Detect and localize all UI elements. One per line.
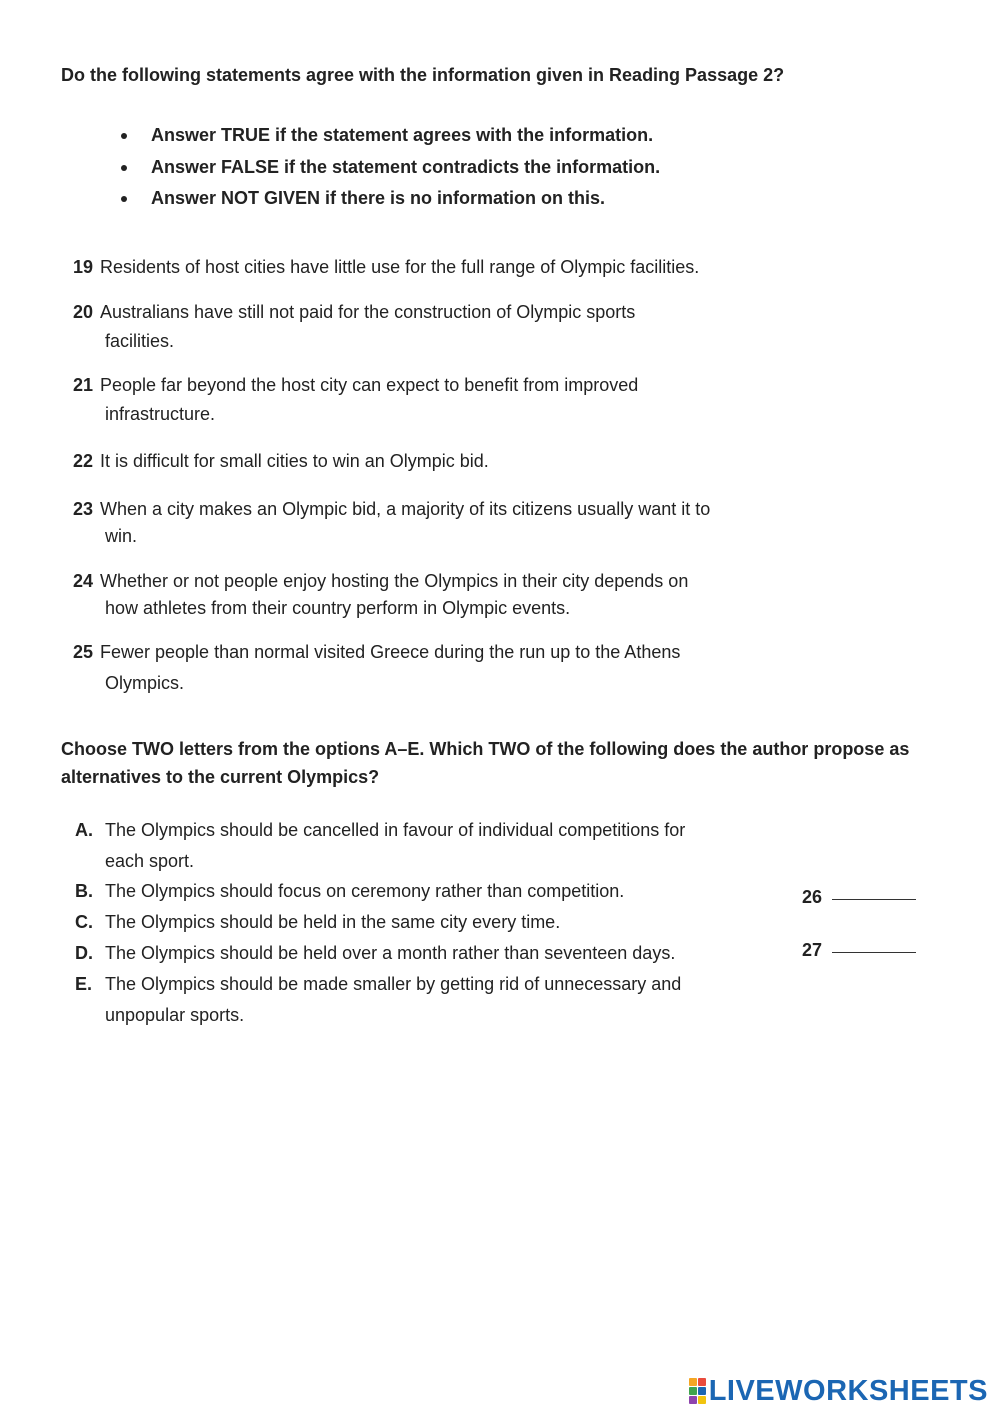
question-text-continued: facilities. bbox=[105, 331, 175, 351]
question-number: 20 bbox=[72, 302, 94, 322]
option-letter: A. bbox=[75, 820, 93, 840]
question-23 bbox=[66, 496, 806, 550]
answer-number: 26 bbox=[802, 887, 823, 907]
option-letter: B. bbox=[75, 881, 93, 901]
bullet-dot-icon bbox=[121, 196, 127, 202]
option-text: The Olympics should be cancelled in favour of individual competitions for bbox=[105, 820, 686, 840]
option-text: The Olympics should be held in the same city every time. bbox=[105, 912, 561, 932]
liveworksheets-logo[interactable] bbox=[689, 1374, 988, 1408]
option-text-continued: unpopular sports. bbox=[105, 1005, 245, 1025]
option-text: The Olympics should focus on ceremony rather than competition. bbox=[105, 881, 625, 901]
answer-number: 27 bbox=[802, 940, 823, 960]
question-number: 23 bbox=[72, 499, 94, 519]
option-text: The Olympics should be held over a month rather than seventeen days. bbox=[105, 943, 676, 963]
question-text: Residents of host cities have little use for the full range of Olympic facilities. bbox=[100, 257, 700, 277]
question-20 bbox=[66, 298, 806, 356]
option-e bbox=[75, 969, 775, 1031]
bullet-true: Answer TRUE if the statement agrees with the information. bbox=[116, 120, 660, 152]
option-a bbox=[75, 815, 775, 877]
instructions-heading: Do the following statements agree with the information given in Reading Passage 2? bbox=[61, 65, 785, 85]
option-text: The Olympics should be made smaller by getting rid of unnecessary and bbox=[105, 974, 682, 994]
option-letter: C. bbox=[75, 912, 93, 932]
answer-26 bbox=[802, 885, 916, 909]
option-letter: E. bbox=[75, 974, 93, 994]
logo-text: LIVEWORKSHEETS bbox=[708, 1374, 988, 1407]
question-number: 19 bbox=[72, 257, 94, 277]
question-number: 21 bbox=[72, 375, 94, 395]
option-text-continued: each sport. bbox=[105, 851, 195, 871]
option-letter: D. bbox=[75, 943, 93, 963]
logo-square bbox=[689, 1396, 697, 1404]
option-d bbox=[75, 938, 775, 969]
logo-square bbox=[698, 1396, 706, 1404]
instruction-bullets bbox=[116, 120, 660, 215]
bullet-false: Answer FALSE if the statement contradicts the information. bbox=[116, 152, 660, 184]
logo-square bbox=[689, 1387, 697, 1395]
question-21 bbox=[66, 371, 806, 429]
question-text-continued: win. bbox=[105, 526, 138, 546]
answer-blank-27[interactable] bbox=[832, 938, 916, 953]
question-text-continued: how athletes from their country perform in Olympic events. bbox=[105, 598, 571, 618]
logo-mark-icon bbox=[689, 1378, 706, 1404]
question-text: Fewer people than normal visited Greece during the run up to the Athens bbox=[100, 642, 681, 662]
choose-heading: Choose TWO letters from the options A–E. Which TWO of the following does the author propose as alternatives to the current Olympics? bbox=[61, 739, 910, 787]
question-text: Whether or not people enjoy hosting the Olympics in their city depends on bbox=[100, 571, 689, 591]
question-text: It is difficult for small cities to win an Olympic bid. bbox=[100, 451, 489, 471]
option-c bbox=[75, 907, 775, 938]
logo-square bbox=[689, 1378, 697, 1386]
answer-blank-26[interactable] bbox=[832, 885, 916, 900]
question-19 bbox=[66, 253, 806, 282]
question-text: When a city makes an Olympic bid, a majority of its citizens usually want it to bbox=[100, 499, 711, 519]
answer-27 bbox=[802, 938, 916, 962]
bullet-dot-icon bbox=[121, 133, 127, 139]
logo-square bbox=[698, 1378, 706, 1386]
question-text-continued: infrastructure. bbox=[105, 404, 216, 424]
question-text-continued: Olympics. bbox=[105, 673, 185, 693]
question-text: Australians have still not paid for the construction of Olympic sports bbox=[100, 302, 636, 322]
question-number: 24 bbox=[72, 571, 94, 591]
question-number: 22 bbox=[72, 451, 94, 471]
question-text: People far beyond the host city can expect to benefit from improved bbox=[100, 375, 639, 395]
question-24 bbox=[66, 568, 806, 622]
option-b bbox=[75, 876, 775, 907]
question-25 bbox=[66, 637, 806, 699]
bullet-dot-icon bbox=[121, 165, 127, 171]
question-number: 25 bbox=[72, 642, 94, 662]
question-22 bbox=[66, 447, 806, 476]
bullet-not-given: Answer NOT GIVEN if there is no information on this. bbox=[116, 183, 660, 215]
logo-square bbox=[698, 1387, 706, 1395]
